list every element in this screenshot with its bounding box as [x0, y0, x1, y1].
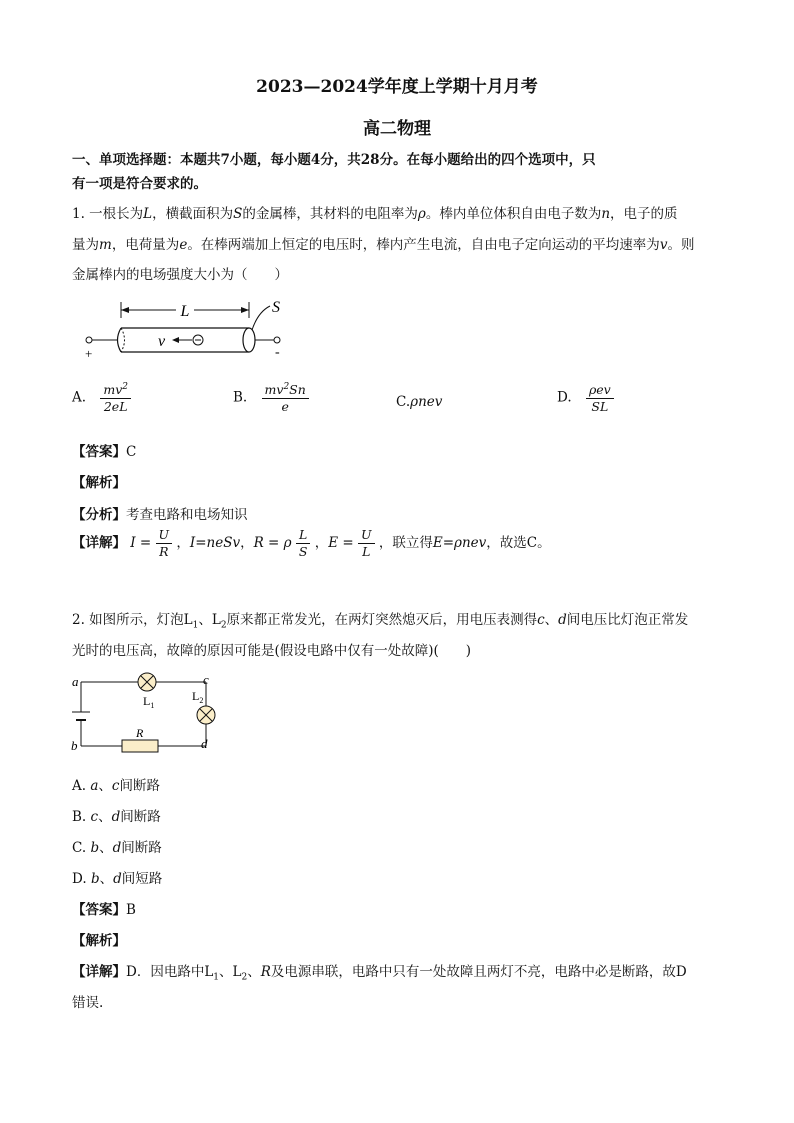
- option-label: C.: [72, 840, 87, 856]
- q2-text: 原来都正常发光，在两灯突然熄灭后，用电压表测得: [226, 612, 538, 628]
- q1-text: 。在棒两端加上恒定的电压时，棒内产生电流，自由电子定向运动的平均速率为: [187, 237, 660, 253]
- lamp-L2-sub: 2: [199, 696, 204, 705]
- eq-result: E=ρnev: [432, 535, 487, 552]
- q2-line1: [72, 608, 688, 631]
- rod-right-end: [243, 328, 255, 352]
- rod-left-end: [118, 328, 122, 352]
- resistor-R-icon: [122, 740, 158, 752]
- lamp-L1-letter: L: [143, 694, 151, 708]
- eq-I2: I=neSv: [189, 535, 241, 552]
- lamp-L1-label: [143, 694, 154, 710]
- q1-option-d[interactable]: [557, 382, 614, 414]
- option-label: A.: [72, 389, 87, 406]
- eq-E: E: [328, 535, 339, 552]
- frac-num: U: [358, 527, 375, 544]
- sup: 2: [283, 382, 290, 392]
- section-heading-line2: 有一项是符合要求的。: [72, 176, 207, 192]
- q1-line1: [72, 202, 678, 222]
- lamp-L2-label: [192, 689, 203, 705]
- option-b-fraction: [262, 382, 309, 414]
- var-L: L: [143, 206, 153, 222]
- option-text: 间断路: [119, 778, 160, 794]
- q2-option-d[interactable]: [72, 867, 162, 887]
- var-d: d: [558, 612, 567, 628]
- resistor-R-label: R: [136, 726, 144, 740]
- answer-value: C: [126, 444, 137, 460]
- sep: ，: [240, 535, 254, 552]
- q1-text: ，电荷量为: [111, 237, 180, 253]
- eq-I: I: [130, 535, 136, 552]
- q2-option-b[interactable]: [72, 805, 161, 825]
- q1-line2: [72, 233, 694, 253]
- sub: 1: [192, 620, 199, 631]
- option-var: b: [90, 871, 100, 887]
- q1-option-b[interactable]: [233, 382, 309, 414]
- minus-sign: -: [275, 345, 280, 360]
- q1-option-a[interactable]: [72, 382, 131, 414]
- option-var: d: [111, 809, 121, 825]
- option-text: 间短路: [121, 871, 163, 887]
- answer-tag: 【答案】: [72, 444, 126, 460]
- page-subtitle: 高二物理: [363, 119, 431, 139]
- q1-analysis-tag: 【解析】: [72, 475, 126, 491]
- var-e: e: [179, 237, 188, 253]
- q2-line2: 光时的电压高，故障的原因可能是(假设电路中仅有一处故障)( ): [72, 643, 472, 659]
- eq-U-over-L: [358, 527, 375, 559]
- detail-text: 、L: [219, 964, 242, 980]
- fenxi-text: 考查电路和电场知识: [126, 507, 248, 523]
- detail-end: ，故选C。: [486, 535, 551, 552]
- frac-num: Sn: [289, 382, 306, 398]
- detail-tag: 【详解】: [72, 964, 126, 980]
- detail-text: 、: [247, 964, 261, 980]
- q1-text: 。则: [667, 237, 695, 253]
- var-S: S: [233, 206, 243, 222]
- q1-answer: [72, 440, 136, 460]
- option-text: 间断路: [120, 809, 161, 825]
- q2-answer: [72, 898, 136, 918]
- node-b-label: b: [71, 738, 78, 753]
- q1-line3: 金属棒内的电场强度大小为（ ）: [72, 267, 288, 283]
- answer-tag: 【答案】: [72, 902, 126, 918]
- detail-tail: ，联立得: [378, 535, 433, 552]
- q1-fenxi: [72, 503, 248, 523]
- option-label: C.: [396, 394, 411, 410]
- sub: 1: [213, 972, 220, 983]
- frac-den: L: [362, 543, 371, 559]
- lamp-L2-letter: L: [192, 689, 200, 703]
- circuit-figure: [66, 670, 226, 756]
- eq-U-over-R: [156, 527, 173, 559]
- var-c: c: [537, 612, 545, 628]
- q1-text: ，电子的质: [610, 206, 678, 222]
- sup: 2: [122, 382, 128, 392]
- detail-tag: 【详解】: [72, 535, 126, 552]
- q1-detail: [72, 527, 551, 559]
- q1-text: 。棒内单位体积自由电子数为: [425, 206, 602, 222]
- answer-value: B: [126, 902, 136, 918]
- option-a-fraction: [100, 382, 131, 414]
- q2-text: 间电压比灯泡正常发: [566, 612, 689, 628]
- option-var: c: [90, 809, 99, 825]
- var-rho: ρ: [417, 206, 426, 222]
- q2-text: 、L: [198, 612, 221, 628]
- sep: ，: [176, 535, 190, 552]
- page-title: 2023—2024学年度上学期十月月考: [256, 77, 538, 97]
- q2-text: 2. 如图所示，灯泡L: [72, 612, 193, 628]
- node-c-label: c: [203, 672, 209, 687]
- eq-sign: =: [338, 535, 359, 552]
- frac-num: L: [296, 527, 311, 544]
- label-L: L: [180, 303, 190, 320]
- q1-option-c[interactable]: [396, 394, 442, 410]
- option-label: D.: [72, 871, 87, 887]
- option-text: 间断路: [121, 840, 162, 856]
- q1-text: 量为: [72, 237, 99, 253]
- q1-text: ，横截面积为: [152, 206, 234, 222]
- q2-option-a[interactable]: [72, 774, 160, 794]
- frac-den: S: [298, 543, 308, 559]
- var-R: R: [260, 964, 271, 980]
- sep: ，: [314, 535, 329, 552]
- var-v: v: [659, 237, 668, 253]
- section-heading-line1: 一、单项选择题：本题共7小题，每小题4分，共28分。在每小题给出的四个选项中，只: [72, 152, 596, 168]
- eq-sign: =: [135, 535, 156, 552]
- eq-L-over-S: [296, 527, 311, 559]
- option-c-text: ρnev: [410, 394, 443, 410]
- velocity-arrow-icon: [172, 337, 179, 343]
- fenxi-tag: 【分析】: [72, 507, 126, 523]
- sub: 2: [220, 620, 227, 631]
- arrow-right-icon: [241, 307, 249, 313]
- option-d-fraction: [586, 382, 614, 414]
- lamp-L1-sub: 1: [150, 701, 155, 710]
- option-label: B.: [233, 389, 248, 406]
- frac-den: SL: [591, 398, 609, 414]
- eq-R2: R = ρ: [253, 535, 292, 552]
- label-S: S: [272, 299, 280, 316]
- arrow-left-icon: [121, 307, 129, 313]
- right-terminal: [274, 337, 280, 343]
- sep: 、: [98, 809, 112, 825]
- frac-den: 2eL: [103, 398, 128, 414]
- frac-den: R: [159, 543, 169, 559]
- S-pointer-line: [252, 306, 270, 330]
- q2-option-c[interactable]: [72, 836, 162, 856]
- sep: 、: [99, 840, 113, 856]
- left-terminal: [86, 337, 92, 343]
- sep: 、: [99, 871, 114, 887]
- var-n: n: [601, 206, 611, 222]
- option-label: A.: [72, 778, 87, 794]
- option-var: c: [111, 778, 120, 794]
- plus-sign: +: [85, 346, 93, 361]
- sep: 、: [98, 778, 112, 794]
- sep: 、: [544, 612, 559, 628]
- detail-text: 及电源串联，电路中只有一处故障且两灯不亮，电路中必是断路，故D: [270, 964, 687, 980]
- option-label: D.: [557, 389, 572, 406]
- frac-num: mv: [103, 382, 123, 398]
- frac-den: e: [281, 398, 289, 414]
- option-var: d: [112, 840, 122, 856]
- q1-text: 1. 一根长为: [72, 206, 144, 222]
- q1-text: 的金属棒，其材料的电阻率为: [242, 206, 418, 222]
- node-d-label: d: [201, 736, 208, 751]
- frac-num: mv: [264, 382, 284, 398]
- var-m: m: [99, 237, 112, 253]
- q2-detail-line2: 错误.: [72, 995, 104, 1011]
- node-a-label: a: [72, 674, 79, 689]
- rod-left-end-hidden: [121, 328, 125, 352]
- metal-rod-figure: [76, 292, 296, 364]
- q2-detail-line1: [72, 960, 687, 983]
- option-var: b: [90, 840, 100, 856]
- option-var: a: [90, 778, 99, 794]
- q2-analysis-tag: 【解析】: [72, 933, 126, 949]
- detail-text: D．因电路中L: [126, 964, 214, 980]
- frac-num: U: [156, 527, 173, 544]
- sub: 2: [241, 972, 248, 983]
- label-v: v: [158, 333, 166, 350]
- option-label: B.: [72, 809, 87, 825]
- option-var: d: [113, 871, 122, 887]
- frac-num: ρev: [586, 382, 614, 399]
